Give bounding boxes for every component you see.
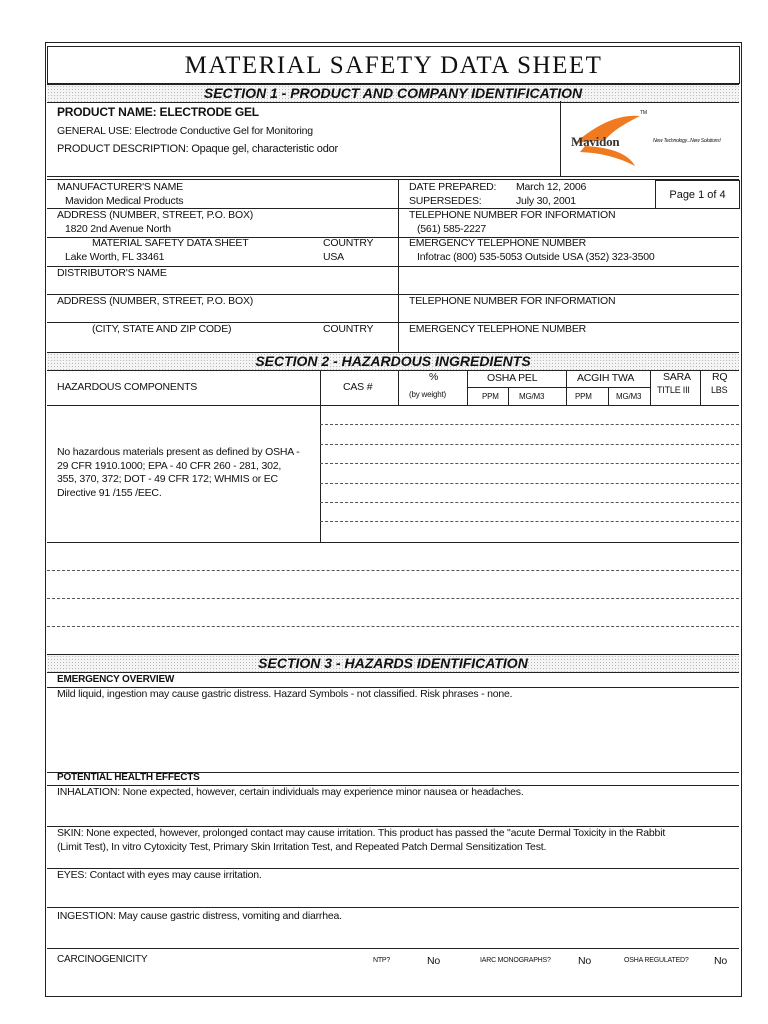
- product-description: PRODUCT DESCRIPTION: Opaque gel, characteristic odor: [57, 143, 338, 155]
- country: USA: [323, 251, 344, 263]
- col-cas: CAS #: [343, 381, 373, 393]
- col-osha-mgm3: MG/M3: [519, 392, 545, 401]
- health-effects-label: POTENTIAL HEALTH EFFECTS: [57, 772, 200, 783]
- mavidon-logo: Mavidon TM New Technology...New Solutions!: [565, 108, 737, 170]
- col-osha-pel: OSHA PEL: [487, 372, 538, 384]
- ntp-label: NTP?: [373, 957, 391, 964]
- iarc-value: No: [578, 955, 592, 967]
- manufacturer-name: Mavidon Medical Products: [65, 195, 184, 207]
- date-prepared-label: DATE PREPARED:: [409, 181, 497, 193]
- telephone-label: TELEPHONE NUMBER FOR INFORMATION: [409, 209, 616, 221]
- emergency-overview: Mild liquid, ingestion may cause gastric distress. Hazard Symbols - not classified. Risk phrases - none.: [57, 688, 513, 700]
- no-hazards-note: No hazardous materials present as defined by OSHA - 29 CFR 1910.1000; EPA - 40 CFR 260 - 281, 302, 355, 370, 372; DOT - 49 CFR 172; WHMIS or EC Directive 91 /155 /EEC.: [57, 446, 300, 499]
- product-name: PRODUCT NAME: ELECTRODE GEL: [57, 105, 259, 119]
- col-percent: %: [429, 371, 439, 383]
- section-1-header: SECTION 1 - PRODUCT AND COMPANY IDENTIFICATION: [47, 84, 739, 103]
- date-prepared: March 12, 2006: [516, 181, 587, 193]
- page-indicator: Page 1 of 4: [655, 180, 740, 209]
- col-lbs: LBS: [711, 385, 728, 395]
- skin-line-1: SKIN: None expected, however, prolonged contact may cause irritation. This product has passed the "acute Dermal Toxicity in the Rabbit: [57, 827, 666, 839]
- address: 1820 2nd Avenue North: [65, 223, 171, 235]
- distributor-label: DISTRIBUTOR'S NAME: [57, 267, 167, 279]
- section-2-header: SECTION 2 - HAZARDOUS INGREDIENTS: [47, 352, 739, 371]
- ntp-value: No: [427, 955, 441, 967]
- col-osha-ppm: PPM: [482, 392, 499, 401]
- distributor-country-label: COUNTRY: [323, 323, 374, 335]
- emergency-overview-label: EMERGENCY OVERVIEW: [57, 674, 175, 685]
- section-3-header: SECTION 3 - HAZARDS IDENTIFICATION: [47, 654, 739, 673]
- country-label: COUNTRY: [323, 237, 374, 249]
- distributor-telephone-label: TELEPHONE NUMBER FOR INFORMATION: [409, 295, 616, 307]
- document-title: MATERIAL SAFETY DATA SHEET: [47, 46, 740, 84]
- osha-regulated-value: No: [714, 955, 728, 967]
- skin-line-2: (Limit Test), In vitro Cytoxicity Test, Primary Skin Irritation Test, and Repeated Patch Dermal Sensitization Test.: [57, 841, 547, 853]
- manufacturer-label: MANUFACTURER'S NAME: [57, 181, 183, 193]
- col-sara: SARA: [663, 371, 691, 383]
- col-by-weight: (by weight): [409, 390, 446, 399]
- eyes: EYES: Contact with eyes may cause irritation.: [57, 869, 262, 881]
- distributor-address-label: ADDRESS (NUMBER, STREET, P.O. BOX): [57, 295, 254, 307]
- col-acgih-mgm3: MG/M3: [616, 392, 642, 401]
- telephone: (561) 585-2227: [417, 223, 487, 235]
- col-acgih-ppm: PPM: [575, 392, 592, 401]
- iarc-label: IARC MONOGRAPHS?: [480, 957, 551, 964]
- col-rq: RQ: [712, 371, 728, 383]
- supersedes-label: SUPERSEDES:: [409, 195, 482, 207]
- ingestion: INGESTION: May cause gastric distress, vomiting and diarrhea.: [57, 910, 342, 922]
- emergency-phone: Infotrac (800) 535-5053 Outside USA (352) 323-3500: [417, 251, 655, 263]
- col-hazardous-components: HAZARDOUS COMPONENTS: [57, 381, 198, 393]
- emergency-phone-label: EMERGENCY TELEPHONE NUMBER: [409, 237, 587, 249]
- address-label: ADDRESS (NUMBER, STREET, P.O. BOX): [57, 209, 254, 221]
- inhalation: INHALATION: None expected, however, certain individuals may experience minor nausea or headaches.: [57, 786, 524, 798]
- col-title-iii: TITLE III: [657, 385, 690, 395]
- general-use: GENERAL USE: Electrode Conductive Gel for Monitoring: [57, 125, 313, 137]
- supersedes-date: July 30, 2001: [516, 195, 576, 207]
- distributor-emergency-label: EMERGENCY TELEPHONE NUMBER: [409, 323, 587, 335]
- city-label: MATERIAL SAFETY DATA SHEET: [92, 237, 249, 249]
- col-acgih-twa: ACGIH TWA: [577, 372, 635, 384]
- distributor-city-label: (CITY, STATE AND ZIP CODE): [92, 323, 232, 335]
- city: Lake Worth, FL 33461: [65, 251, 165, 263]
- carcinogenicity-label: CARCINOGENICITY: [57, 954, 148, 965]
- osha-regulated-label: OSHA REGULATED?: [624, 957, 689, 964]
